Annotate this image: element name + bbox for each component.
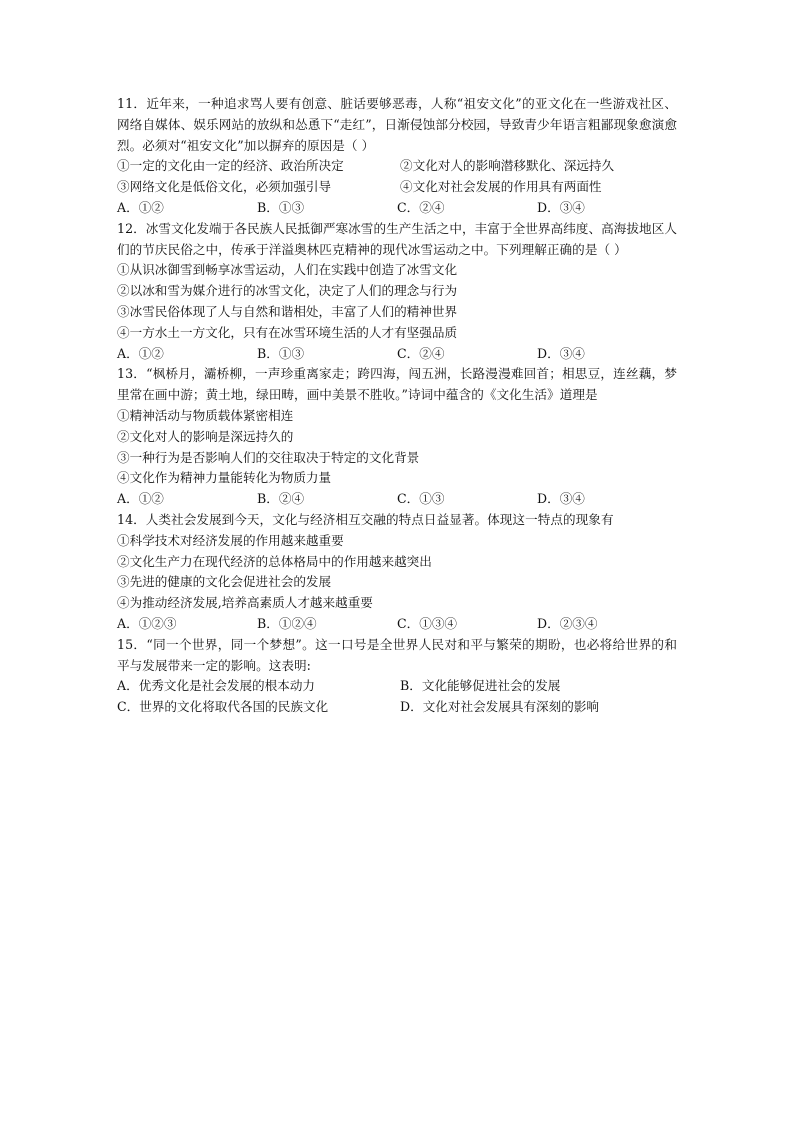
statement-row xyxy=(117,177,677,198)
exam-page xyxy=(117,94,677,718)
choice-b: B．①③ xyxy=(257,345,305,361)
question-15 xyxy=(117,635,677,718)
answer-choices xyxy=(117,198,677,219)
choice-a: A．①② xyxy=(117,199,164,215)
statement: ②文化生产力在现代经济的总体格局中的作用越来越突出 xyxy=(117,553,432,569)
statement: ④一方水土一方文化，只有在冰雪环境生活的人才有坚强品质 xyxy=(117,324,458,340)
choice-c: C．②④ xyxy=(397,199,445,215)
choice-c: C．②④ xyxy=(397,345,445,361)
answer-choices xyxy=(117,614,677,635)
choice-d: D．文化对社会发展具有深刻的影响 xyxy=(400,699,600,715)
choice-d: D．③④ xyxy=(537,199,585,215)
question-11 xyxy=(117,94,677,219)
choice-b: B．①②④ xyxy=(257,615,317,631)
choice-b: B．文化能够促进社会的发展 xyxy=(400,678,561,694)
choice-b: B．①③ xyxy=(257,199,305,215)
choice-a: A．优秀文化是社会发展的根本动力 xyxy=(117,678,316,694)
choice-a: A．①② xyxy=(117,491,164,507)
choice-c: C．世界的文化将取代各国的民族文化 xyxy=(117,699,329,715)
question-stem: 12．冰雪文化发端于各民族人民抵御严寒冰雪的生产生活之中，丰富于全世界高纬度、高海拔地区人们的节庆民俗之中，传承于洋溢奥林匹克精神的现代冰雪运动之中。下列理解正确的是（ ） xyxy=(117,220,677,257)
answer-choices xyxy=(117,344,677,365)
statement: ①从识冰御雪到畅享冰雪运动，人们在实践中创造了冰雪文化 xyxy=(117,262,458,278)
question-stem: 15．“同一个世界，同一个梦想”。这一口号是全世界人民对和平与繁荣的期盼，也必将给世界的和平与发展带来一定的影响。这表明: xyxy=(117,636,677,673)
statement: ③一种行为是否影响人们的交往取决于特定的文化背景 xyxy=(117,449,420,465)
statement: ①一定的文化由一定的经济、政治所决定 xyxy=(117,158,344,174)
choice-c: C．①③ xyxy=(397,491,445,507)
statement: ③网络文化是低俗文化，必须加强引导 xyxy=(117,179,332,195)
statement: ①精神活动与物质载体紧密相连 xyxy=(117,407,294,423)
answer-choices xyxy=(117,697,677,718)
statement: ②文化对人的影响潜移默化、深远持久 xyxy=(400,158,615,174)
choice-d: D．③④ xyxy=(537,345,585,361)
statement: ④文化对社会发展的作用具有两面性 xyxy=(400,179,602,195)
answer-choices xyxy=(117,489,677,510)
statement-row xyxy=(117,156,677,177)
choice-a: A．①②③ xyxy=(117,615,177,631)
question-13 xyxy=(117,364,677,510)
choice-d: D．③④ xyxy=(537,491,585,507)
statement: ②以冰和雪为媒介进行的冰雪文化，决定了人们的理念与行为 xyxy=(117,283,458,299)
question-stem: 13．“枫桥月，灞桥柳，一声珍重离家走；跨四海，闯五洲，长路漫漫难回首；相思豆，连丝藕，梦里常在画中游；黄土地，绿田畴，画中美景不胜收。”诗词中蕴含的《文化生活》道理是 xyxy=(117,366,677,403)
choice-a: A．①② xyxy=(117,345,164,361)
statement: ④文化作为精神力量能转化为物质力量 xyxy=(117,470,332,486)
question-12 xyxy=(117,219,677,365)
answer-choices xyxy=(117,676,677,697)
statement: ③冰雪民俗体现了人与自然和谐相处，丰富了人们的精神世界 xyxy=(117,303,458,319)
statement: ④为推动经济发展,培养高素质人才越来越重要 xyxy=(117,595,373,611)
choice-c: C．①③④ xyxy=(397,615,458,631)
question-stem: 11．近年来，一种追求骂人要有创意、脏话要够恶毒，人称“祖安文化”的亚文化在一些游戏社区、网络自媒体、娱乐网站的放纵和怂恿下“走红”，日渐侵蚀部分校园，导致青少年语言粗鄙现象愈演愈烈。必须对“祖安文化”加以摒弃的原因是（ ） xyxy=(117,96,677,153)
statement: ③先进的健康的文化会促进社会的发展 xyxy=(117,574,332,590)
choice-d: D．②③④ xyxy=(537,615,598,631)
choice-b: B．②④ xyxy=(257,491,305,507)
question-stem: 14．人类社会发展到今天，文化与经济相互交融的特点日益显著。体现这一特点的现象有 xyxy=(117,511,614,527)
statement: ①科学技术对经济发展的作用越来越重要 xyxy=(117,532,344,548)
question-14 xyxy=(117,510,677,635)
statement: ②文化对人的影响是深远持久的 xyxy=(117,428,294,444)
